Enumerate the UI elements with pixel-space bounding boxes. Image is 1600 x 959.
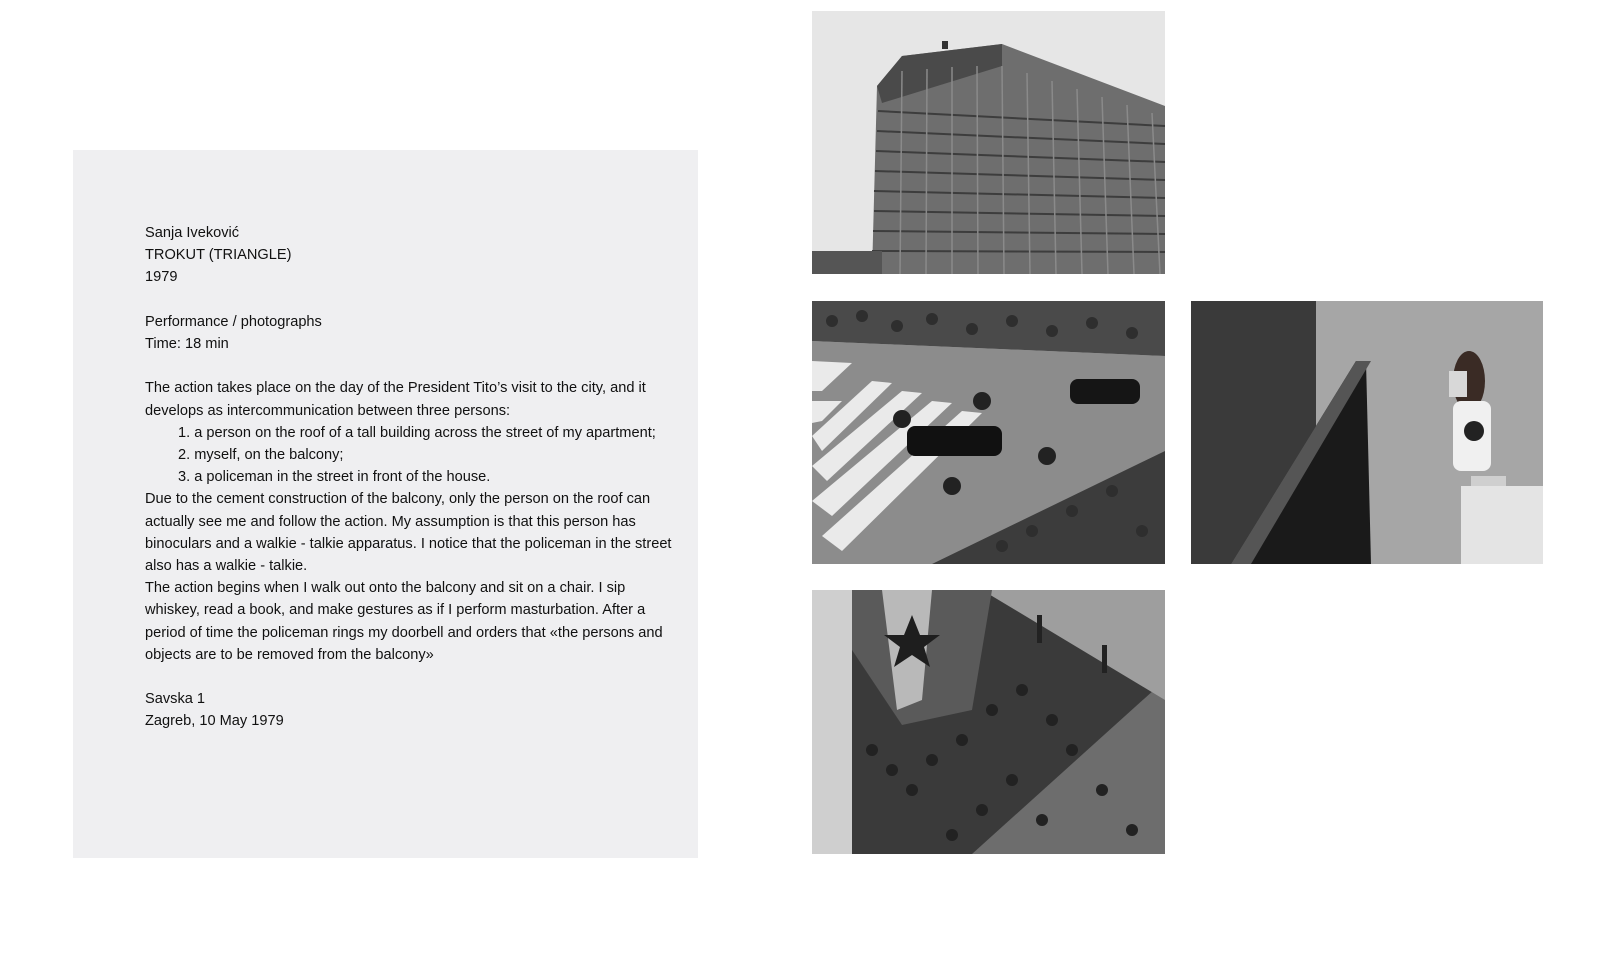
building-photo [812,11,1165,274]
list-item: 2. myself, on the balcony; [178,447,344,463]
work-year: 1979 [145,269,178,286]
artist-name: Sanja Iveković [145,225,240,241]
balcony-photo [1191,301,1543,564]
list-item: 1. a person on the roof of a tall building across the street of my apartment; [178,424,656,441]
intro-text: The action takes place on the day of the President Tito’s visit to the city, and it develops as intercommunication between three persons: [145,380,646,419]
place-date-text: Zagreb, 10 May 1979 [145,713,284,730]
work-duration: Time: 18 min [145,336,229,352]
description-paragraph: Due to the cement construction of the balcony, only the person on the roof can actually see me and follow the action. My assumption is that this person has binoculars and a walkie - talkie apparatus. I notice that the policeman in the street also has a walkie - talkie. [145,491,672,575]
persons-list [145,422,678,489]
location-text: Savska 1 [145,691,206,708]
crowd-photo [812,590,1165,854]
motorcade-photo [812,301,1165,564]
work-medium: Performance / photographs [145,313,322,330]
spacer [145,289,678,311]
description-paragraph: The action begins when I walk out onto the balcony and sit on a chair. I sip whiskey, read a book, and make gestures as if I perform masturbation. After a period of time the policeman rings my doorbell and orders that «the persons and objects are to be removed from the balcony» [145,580,663,663]
work-title: TROKUT (TRIANGLE) [145,247,292,264]
caption-panel [73,150,698,858]
list-item: 3. a policeman in the street in front of the house. [178,469,491,486]
spacer [145,666,678,688]
spacer [145,355,678,377]
